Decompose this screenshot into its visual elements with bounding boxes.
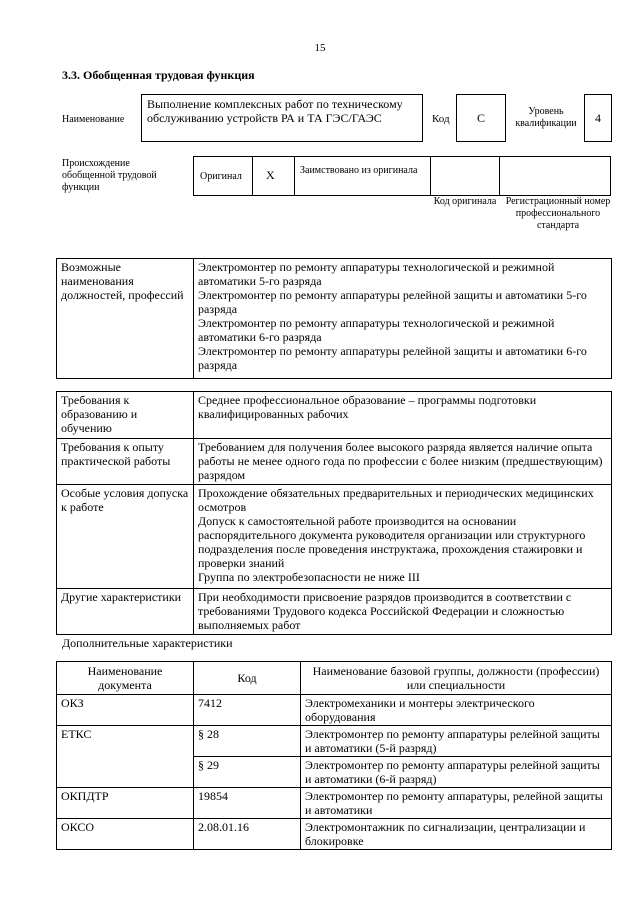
level-label: Уровень квалификации <box>515 106 577 129</box>
row-doc: ОКСО <box>57 819 194 850</box>
list-item: Прохождение обязательных предварительных и периодических медицинских осмотров <box>198 486 594 514</box>
special-conditions-label: Особые условия допуска к работе <box>57 485 194 589</box>
origin-label: Происхождение обобщенной трудовой функции <box>62 158 157 193</box>
code-value-box <box>456 94 506 142</box>
row-name: Электромонтер по ремонту аппаратуры релейной защиты и автоматики (6-й разряд) <box>301 757 612 788</box>
table-row <box>57 757 612 788</box>
table-row <box>57 726 612 757</box>
name-value-box <box>141 94 423 142</box>
borrowed-label: Заимствовано из оригинала <box>300 165 418 176</box>
positions-table <box>56 258 612 379</box>
level-value: 4 <box>595 111 601 125</box>
name-value: Выполнение комплексных работ по техническому обслуживанию устройств РА и ТА ГЭС/ГАЭС <box>147 97 403 125</box>
experience-value <box>194 439 612 485</box>
table-row <box>57 485 612 589</box>
code-value: C <box>476 111 485 125</box>
original-mark: X <box>266 168 275 182</box>
list-item: Допуск к самостоятельной работе производится на основании распорядительного документа руководителя организации или структурного подразделения после проведения инструктажа, прохождения стажировки и проверки знаний <box>198 514 586 570</box>
row-doc: ЕТКС <box>57 726 194 757</box>
row-doc: ОКЗ <box>57 695 194 726</box>
table-row <box>57 392 612 439</box>
name-label: Наименование <box>62 114 125 125</box>
row-name: Электромонтер по ремонту аппаратуры релейной защиты и автоматики (5-й разряд) <box>301 726 612 757</box>
table-row <box>57 259 612 379</box>
list-item: Электромонтер по ремонту аппаратуры релейной защиты и автоматики 6-го разряда <box>198 344 587 372</box>
original-label: Оригинал <box>200 171 242 182</box>
list-item: Требованием для получения более высокого разряда является наличие опыта работы не менее одного года по профессии с более низким (предшествующим) разрядом <box>198 440 603 482</box>
row-code: 7412 <box>194 695 301 726</box>
requirements-table <box>56 391 612 635</box>
row-code: § 28 <box>194 726 301 757</box>
level-value-box <box>584 94 612 142</box>
table-row <box>57 788 612 819</box>
row-code: § 29 <box>194 757 301 788</box>
section-title: 3.3. Обобщенная трудовая функция <box>62 68 255 82</box>
row-doc: ОКПДТР <box>57 788 194 819</box>
row-name: Электромонтажник по сигнализации, централизации и блокировке <box>301 819 612 850</box>
experience-label: Требования к опыту практической работы <box>57 439 194 485</box>
other-label: Другие характеристики <box>57 589 194 635</box>
education-value <box>194 392 612 439</box>
row-doc <box>57 757 194 788</box>
reg-number-label: Регистрационный номер профессионального стандарта <box>505 196 611 231</box>
list-item: При необходимости присвоение разрядов производится в соответствии с требованиями Трудового кодекса Российской Федерации и сложностью выполняемых работ <box>198 590 572 632</box>
page-number: 15 <box>314 42 326 54</box>
header-doc: Наименование документа <box>57 662 194 695</box>
other-value <box>194 589 612 635</box>
list-item: Электромонтер по ремонту аппаратуры технологической и режимной автоматики 6-го разряда <box>198 316 555 344</box>
additional-table <box>56 661 612 850</box>
table-row <box>57 695 612 726</box>
code-original-label: Код оригинала <box>433 196 497 207</box>
code-label: Код <box>432 113 450 125</box>
list-item: Электромонтер по ремонту аппаратуры технологической и режимной автоматики 5-го разряда <box>198 260 555 288</box>
table-row <box>57 819 612 850</box>
header-code: Код <box>194 662 301 695</box>
origin-box <box>193 156 611 196</box>
row-name: Электромеханики и монтеры электрического оборудования <box>301 695 612 726</box>
row-name: Электромонтер по ремонту аппаратуры, релейной защиты и автоматики <box>301 788 612 819</box>
row-code: 2.08.01.16 <box>194 819 301 850</box>
list-item: Группа по электробезопасности не ниже III <box>198 570 420 584</box>
additional-title: Дополнительные характеристики <box>62 636 233 650</box>
positions-cell <box>194 259 612 379</box>
positions-label: Возможные наименования должностей, профессий <box>57 259 194 379</box>
special-conditions-value <box>194 485 612 589</box>
table-row <box>57 439 612 485</box>
table-row <box>57 589 612 635</box>
list-item: Среднее профессиональное образование – программы подготовки квалифицированных рабочих <box>198 393 537 421</box>
table-row <box>57 662 612 695</box>
row-code: 19854 <box>194 788 301 819</box>
education-label: Требования к образованию и обучению <box>57 392 194 439</box>
list-item: Электромонтер по ремонту аппаратуры релейной защиты и автоматики 5-го разряда <box>198 288 587 316</box>
header-name: Наименование базовой группы, должности (профессии) или специальности <box>301 662 612 695</box>
